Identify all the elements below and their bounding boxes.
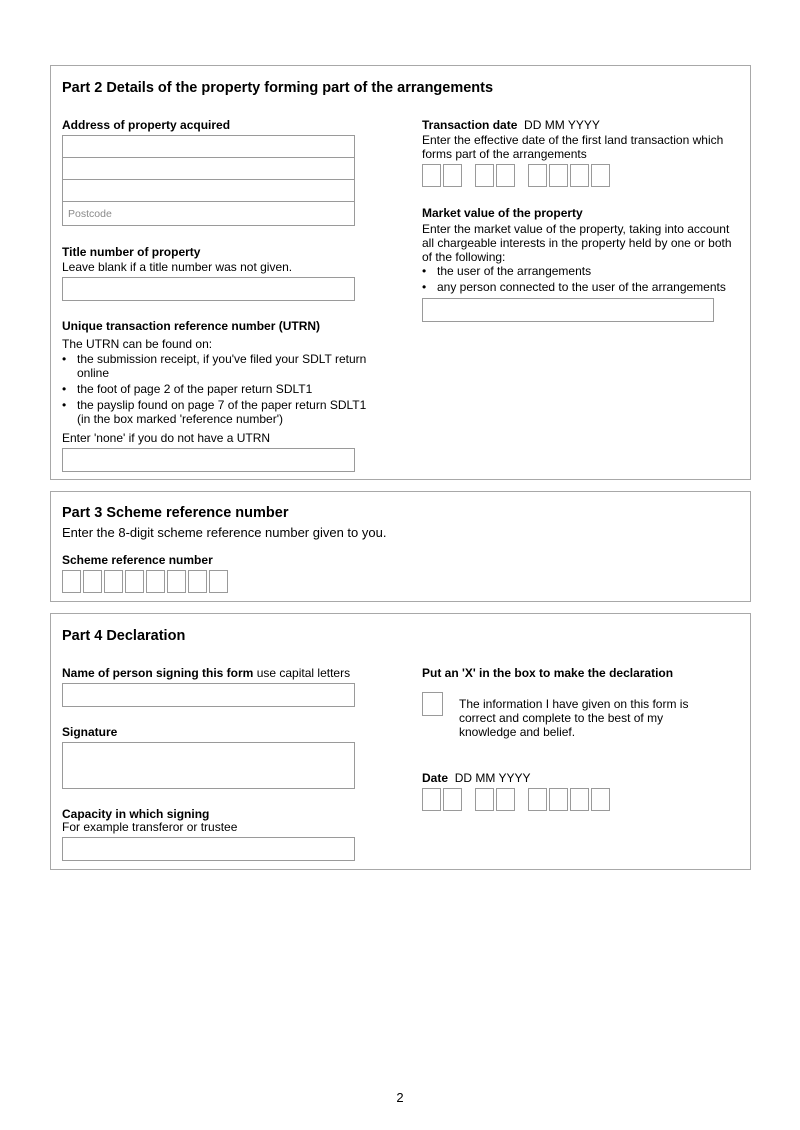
signer-name-input[interactable] [62, 683, 355, 707]
date-digit-box[interactable] [591, 164, 610, 187]
title-number-label: Title number of property [62, 245, 201, 259]
declaration-checkbox[interactable] [422, 692, 443, 716]
scheme-digit-box[interactable] [167, 570, 186, 593]
scheme-digit-box[interactable] [83, 570, 102, 593]
list-item: • any person connected to the user of the arrangements [422, 280, 742, 294]
address-field [62, 135, 355, 226]
page-number: 2 [396, 1090, 404, 1105]
date-digit-box[interactable] [549, 788, 568, 811]
scheme-ref-label: Scheme reference number [62, 553, 213, 567]
list-item: • the payslip found on page 7 of the paper return SDLT1 (in the box marked 'reference number') [62, 398, 374, 426]
signer-name-label-text: Name of person signing this form [62, 666, 254, 680]
date-digit-box[interactable] [443, 164, 462, 187]
date-digit-box[interactable] [549, 164, 568, 187]
title-number-hint: Leave blank if a title number was not given. [62, 260, 293, 274]
date-digit-box[interactable] [496, 164, 515, 187]
date-digit-box[interactable] [496, 788, 515, 811]
part2-section [50, 65, 751, 480]
date-digit-box[interactable] [475, 164, 494, 187]
date-digit-box[interactable] [528, 164, 547, 187]
capacity-input[interactable] [62, 837, 355, 861]
date-digit-box[interactable] [422, 164, 441, 187]
signer-name-label [62, 666, 350, 680]
scheme-ref-boxes [62, 570, 230, 593]
transaction-date-label [422, 118, 600, 132]
market-value-input[interactable] [422, 298, 714, 322]
address-line-1-input[interactable] [63, 136, 354, 158]
scheme-digit-box[interactable] [209, 570, 228, 593]
date-digit-box[interactable] [570, 788, 589, 811]
market-value-hint: Enter the market value of the property, taking into account all chargeable interests in the property held by one or both of the following: [422, 222, 732, 264]
scheme-digit-box[interactable] [188, 570, 207, 593]
transaction-date-format: DD MM YYYY [524, 118, 600, 132]
list-item: • the user of the arrangements [422, 264, 742, 278]
postcode-input[interactable]: Postcode [68, 208, 112, 220]
utrn-bullet-list [62, 352, 374, 428]
declaration-label: Put an 'X' in the box to make the declaration [422, 666, 674, 680]
declaration-date-format: DD MM YYYY [454, 771, 531, 785]
transaction-date-boxes [422, 164, 612, 187]
list-item: • the foot of page 2 of the paper return SDLT1 [62, 382, 374, 396]
declaration-text: The information I have given on this form is correct and complete to the best of my knowledge and belief. [459, 697, 689, 739]
declaration-date-label-text: Date [422, 771, 449, 785]
capacity-hint: For example transferor or trustee [62, 820, 238, 834]
address-line-2-input[interactable] [63, 158, 354, 180]
utrn-label: Unique transaction reference number (UTRN) [62, 319, 321, 333]
part3-intro: Enter the 8-digit scheme reference number given to you. [62, 525, 387, 540]
part4-title: Part 4 Declaration [62, 628, 186, 644]
signature-field[interactable] [62, 742, 355, 789]
signature-label: Signature [62, 725, 118, 739]
utrn-input[interactable] [62, 448, 355, 472]
part4-section [50, 613, 751, 870]
date-digit-box[interactable] [422, 788, 441, 811]
date-digit-box[interactable] [443, 788, 462, 811]
list-item: • the submission receipt, if you've filed your SDLT return online [62, 352, 374, 380]
date-digit-box[interactable] [528, 788, 547, 811]
utrn-intro: The UTRN can be found on: [62, 337, 213, 351]
market-value-label: Market value of the property [422, 206, 583, 220]
scheme-digit-box[interactable] [62, 570, 81, 593]
transaction-date-label-text: Transaction date [422, 118, 518, 132]
utrn-none-note: Enter 'none' if you do not have a UTRN [62, 431, 271, 445]
date-digit-box[interactable] [591, 788, 610, 811]
part2-title: Part 2 Details of the property forming part of the arrangements [62, 80, 494, 96]
address-line-3-input[interactable] [63, 180, 354, 202]
part3-title: Part 3 Scheme reference number [62, 505, 289, 521]
transaction-date-hint: Enter the effective date of the first land transaction which forms part of the arrangements [422, 133, 724, 161]
market-value-bullet-list [422, 264, 742, 296]
title-number-input[interactable] [62, 277, 355, 301]
date-digit-box[interactable] [570, 164, 589, 187]
address-label: Address of property acquired [62, 118, 231, 132]
part3-section [50, 491, 751, 602]
declaration-date-label [422, 771, 530, 785]
date-digit-box[interactable] [475, 788, 494, 811]
declaration-date-boxes [422, 788, 612, 811]
scheme-digit-box[interactable] [125, 570, 144, 593]
capacity-label: Capacity in which signing [62, 807, 210, 821]
signer-name-hint: use capital letters [256, 666, 351, 680]
scheme-digit-box[interactable] [104, 570, 123, 593]
scheme-digit-box[interactable] [146, 570, 165, 593]
